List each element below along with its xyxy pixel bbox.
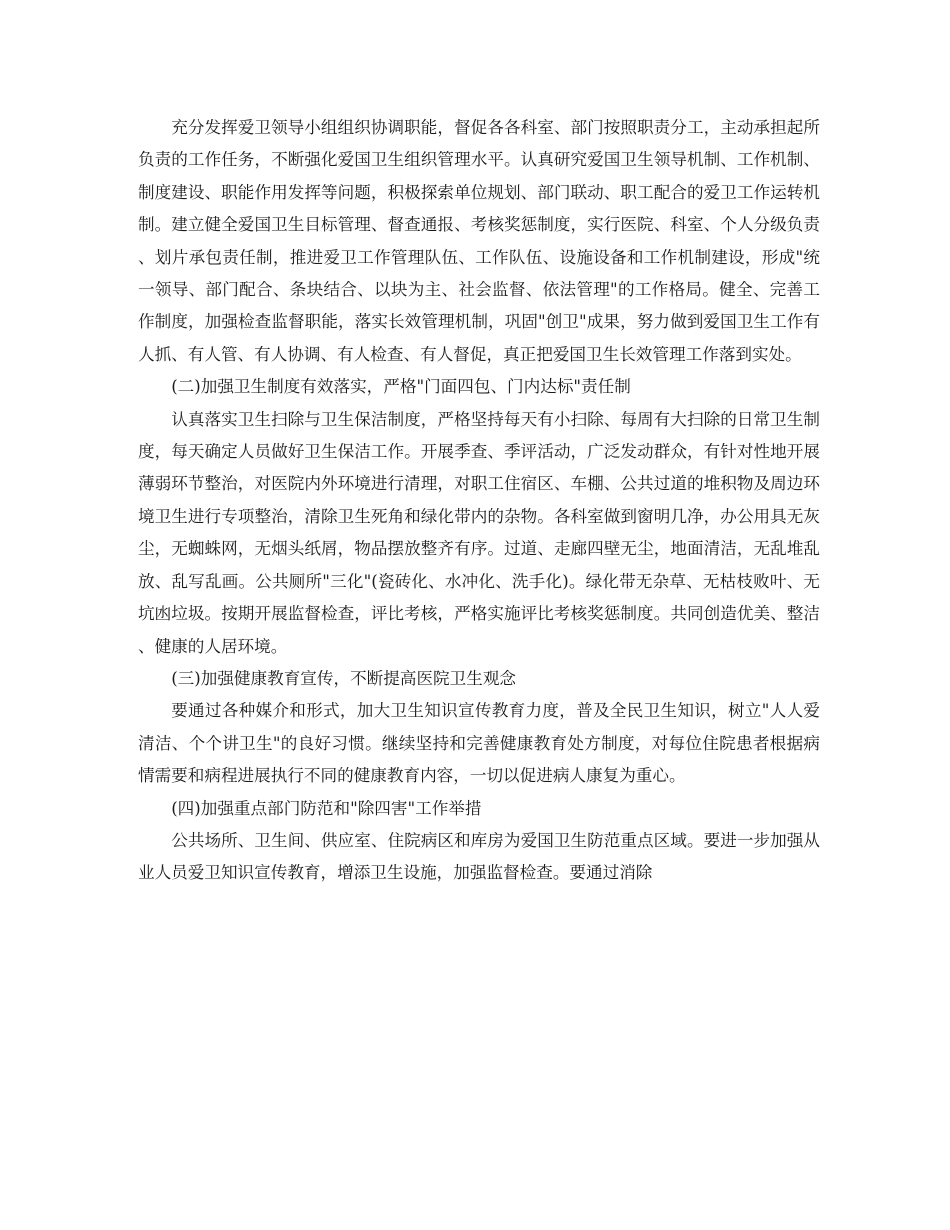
paragraph-sanitation-system: 认真落实卫生扫除与卫生保洁制度，严格坚持每天有小扫除、每周有大扫除的日常卫生制度，每天确定人员做好卫生保洁工作。开展季查、季评活动，广泛发动群众，有针对性地开展薄弱环节整治，对医院内外环境进行清理，对职工住宿区、车棚、公共过道的堆积物及周边环境卫生进行专项整治，清除卫生死角和绿化带内的杂物。各科室做到窗明几净，办公用具无灰尘，无蜘蛛网，无烟头纸屑，物品摆放整齐有序。过道、走廊四壁无尘，地面清洁，无乱堆乱放、乱写乱画。公共厕所"三化"(瓷砖化、水冲化、洗手化)。绿化带无杂草、无枯枝败叶、无坑凼垃圾。按期开展监督检查，评比考核，严格实施评比考核奖惩制度。共同创造优美、整洁、健康的人居环境。 xyxy=(138,409,820,656)
paragraph-health-education: 要通过各种媒介和形式，加大卫生知识宣传教育力度，普及全民卫生知识，树立"人人爱清洁、个个讲卫生"的良好习惯。继续坚持和完善健康教育处方制度，对每位住院患者根据病情需要和病程进展执行不同的健康教育内容，一切以促进病人康复为重心。 xyxy=(138,701,820,786)
document-page xyxy=(138,112,820,890)
section-heading-2: (二)加强卫生制度有效落实，严格"门面四包、门内达标"责任制 xyxy=(171,377,631,397)
section-heading-3: (三)加强健康教育宣传，不断提高医院卫生观念 xyxy=(171,668,517,688)
paragraph-organization-management: 充分发挥爱卫领导小组组织协调职能，督促各各科室、部门按照职责分工，主动承担起所负责的工作任务，不断强化爱国卫生组织管理水平。认真研究爱国卫生领导机制、工作机制、制度建设、职能作用发挥等问题，积极探索单位规划、部门联动、职工配合的爱卫工作运转机制。建立健全爱国卫生目标管理、督查通报、考核奖惩制度，实行医院、科室、个人分级负责、划片承包责任制，推进爱卫工作管理队伍、工作队伍、设施设备和工作机制建设，形成"统一领导、部门配合、条块结合、以块为主、社会监督、依法管理"的工作格局。健全、完善工作制度，加强检查监督职能，落实长效管理机制，巩固"创卫"成果，努力做到爱国卫生工作有人抓、有人管、有人协调、有人检查、有人督促，真正把爱国卫生长效管理工作落到实处。 xyxy=(138,118,820,364)
paragraph-key-areas: 公共场所、卫生间、供应室、住院病区和库房为爱国卫生防范重点区域。要进一步加强从业人员爱卫知识宣传教育，增添卫生设施，加强监督检查。要通过消除 xyxy=(138,830,820,883)
section-heading-4: (四)加强重点部门防范和"除四害"工作举措 xyxy=(171,798,482,818)
